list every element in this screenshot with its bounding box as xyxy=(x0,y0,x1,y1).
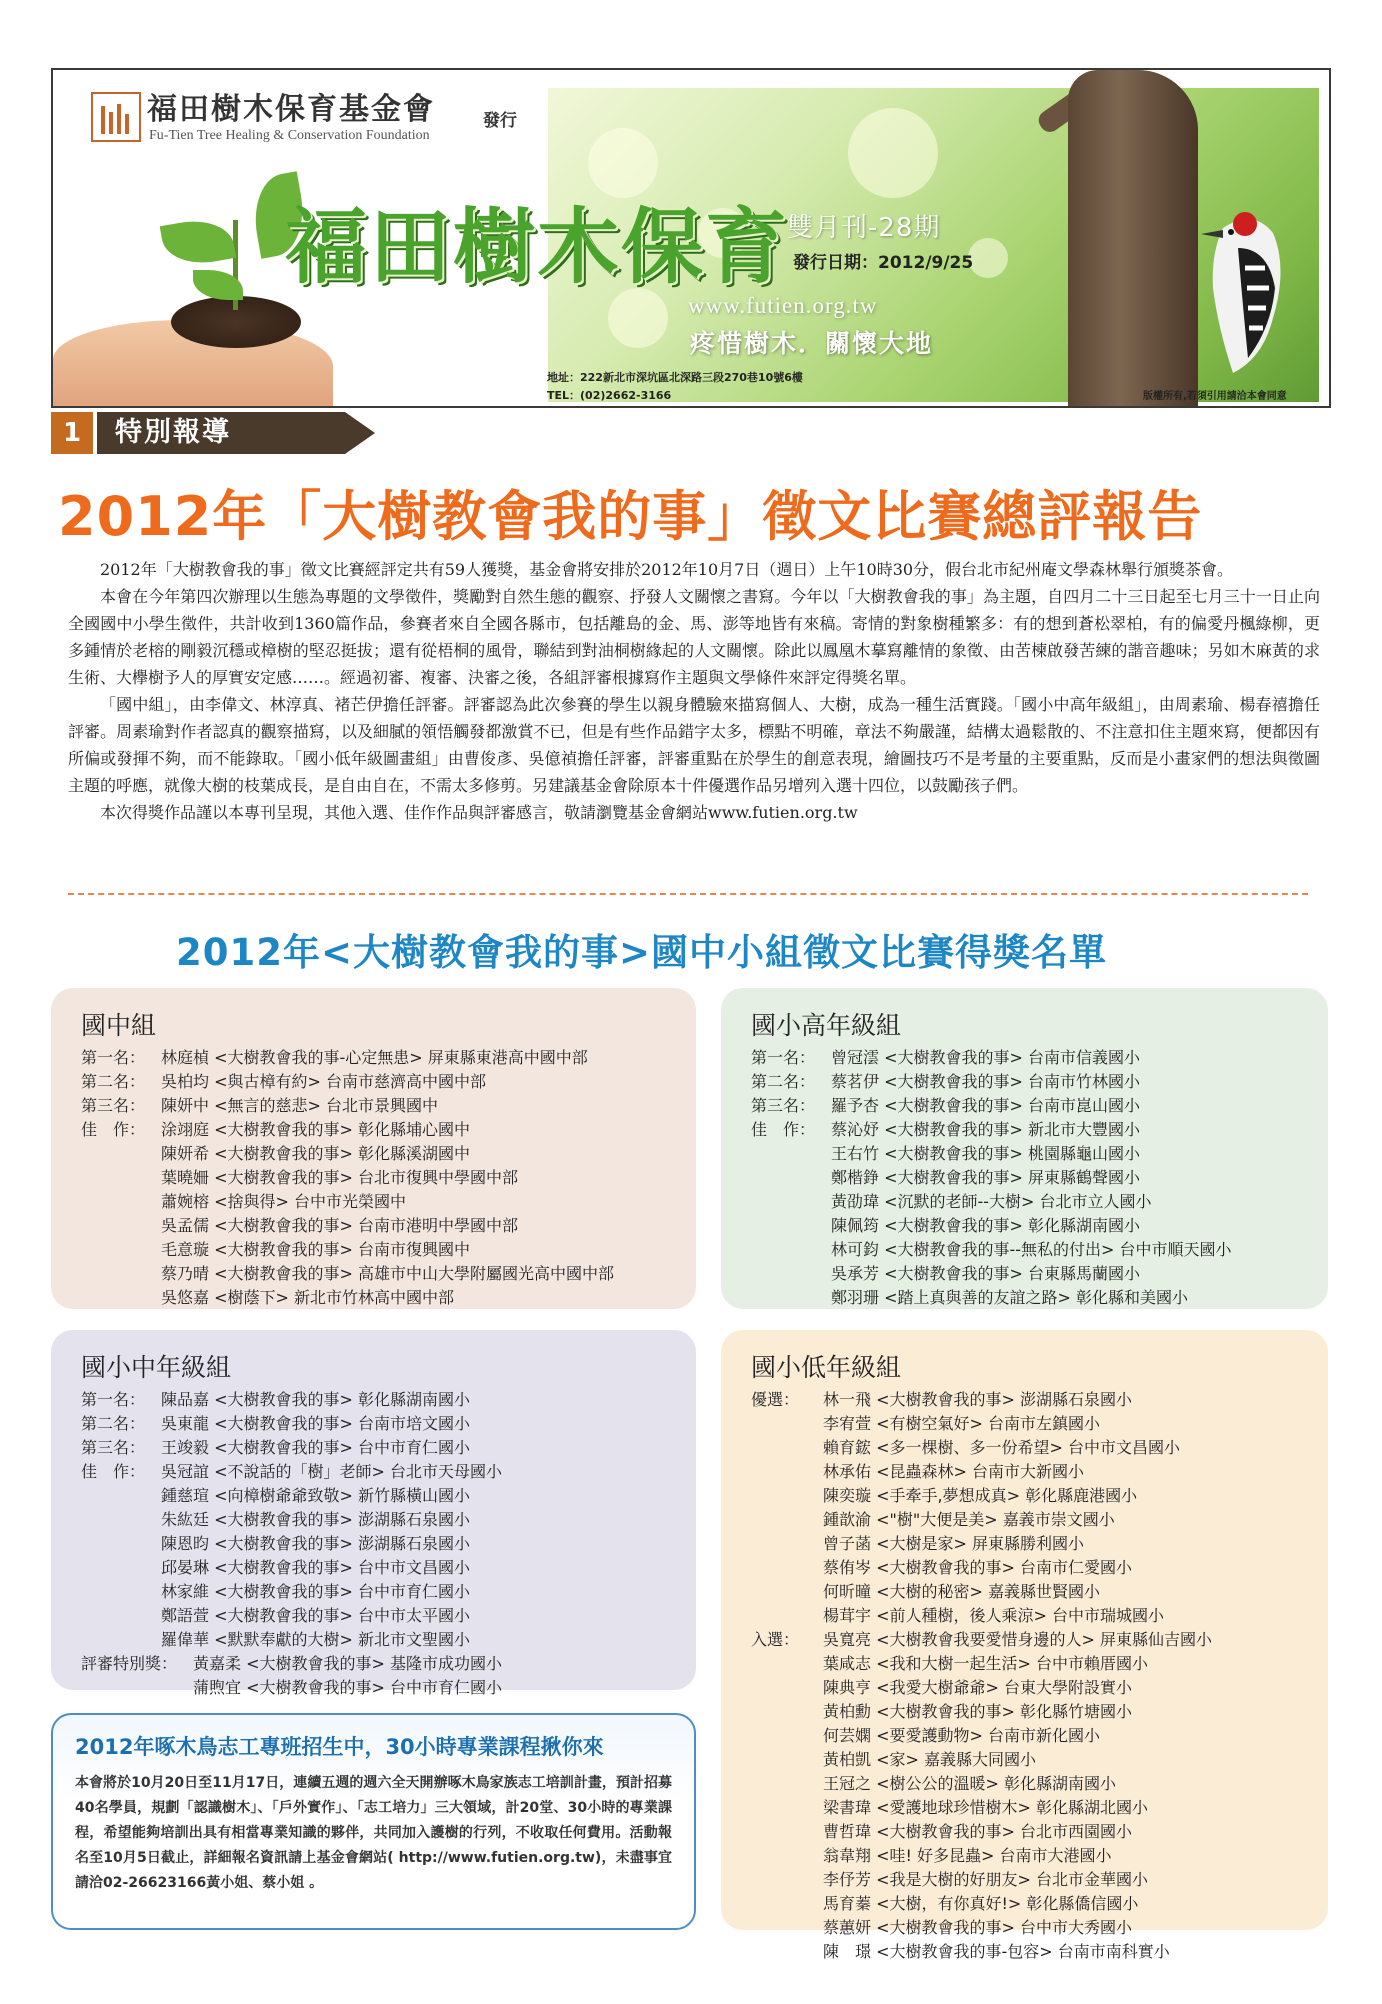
publish-date: 發行日期：2012/9/25 xyxy=(793,253,974,273)
award-row: 佳 作： 涂翊庭 <大樹教會我的事> 彰化縣埔心國中 xyxy=(81,1120,470,1139)
award-row: 第一名： 林庭楨 <大樹教會我的事-心定無患> 屏東縣東港高中國中部 xyxy=(81,1048,588,1067)
award-row: 鄭語萱 <大樹教會我的事> 台中市太平國小 xyxy=(161,1606,470,1625)
award-row: 佳 作： 蔡沁妤 <大樹教會我的事> 新北市大豐國小 xyxy=(751,1120,1140,1139)
award-row: 林承佑 <昆蟲森林> 台南市大新國小 xyxy=(823,1462,1084,1481)
group-title: 國小低年級組 xyxy=(751,1353,902,1382)
organization-name-english: Fu-Tien Tree Healing & Conservation Foundation xyxy=(149,128,430,143)
address: 地址：222新北市深坑區北深路三段270巷10號6樓 xyxy=(547,371,803,384)
award-row: 曹哲瑋 <大樹教會我的事> 台北市西園國小 xyxy=(823,1822,1132,1841)
award-row: 陳典亨 <我愛大樹爺爺> 台東大學附設實小 xyxy=(823,1678,1132,1697)
dashed-divider xyxy=(68,893,1308,895)
award-row: 林可鈞 <大樹教會我的事--無私的付出> 台中市順天國小 xyxy=(831,1240,1232,1259)
elementary-high-awards xyxy=(721,988,1328,1309)
sapling-leaf xyxy=(160,214,237,269)
award-row: 入選： 吳寬亮 <大樹教會我要愛惜身邊的人> 屏東縣仙吉國小 xyxy=(751,1630,1212,1649)
article-paragraph: 「國中組」，由李偉文、林淳真、褚芒伊擔任評審。評審認為此次參賽的學生以親身體驗來描寫個人、大樹，成為一種生活實踐。「國小中高年級組」，由周素瑜、楊春禧擔任評審。周素瑜對作者認真的觀察描寫，以及細膩的領悟觸發都激賞不已，但是有些作品錯字太多，標點不明確，章法不夠嚴謹，結構太過鬆散的、不注意扣住主題來寫，便都因有所偏或發揮不夠，而不能錄取。「國小低年級圖畫組」由曹俊彥、吳億禎擔任評審，評審重點在於學生的創意表現，繪圖技巧不是考量的主要重點，反而是小畫家們的想法與徵圖主題的呼應，就像大樹的枝葉成長，是自由自在，不需太多修剪。另建議基金會除原本十件優選作品另增列入選十四位，以鼓勵孩子們。 xyxy=(68,695,1320,795)
website-url[interactable]: www.futien.org.tw xyxy=(688,293,878,318)
recruitment-title: 2012年啄木鳥志工專班招生中，30小時專業課程揪你來 xyxy=(75,1735,604,1759)
copyright-notice: 版權所有,若須引用請洽本會同意 xyxy=(1143,391,1287,402)
award-row: 鍾慈瑄 <向樟樹爺爺致敬> 新竹縣橫山國小 xyxy=(161,1486,470,1505)
award-row: 陳 璟 <大樹教會我的事-包容> 台南市南科實小 xyxy=(823,1942,1170,1961)
award-row: 葉曉姍 <大樹教會我的事> 台北市復興中學國中部 xyxy=(161,1168,518,1187)
magazine-title: 福田樹木保育 xyxy=(285,200,790,295)
award-row: 第三名： 王竣毅 <大樹教會我的事> 台中市育仁國小 xyxy=(81,1438,470,1457)
section-tag xyxy=(51,412,371,454)
masthead-banner xyxy=(51,68,1331,408)
award-row: 吳承芳 <大樹教會我的事> 台東縣馬蘭國小 xyxy=(831,1264,1140,1283)
award-rows xyxy=(81,1046,666,1310)
award-rows xyxy=(751,1046,1298,1310)
award-row: 王冠之 <樹公公的溫暖> 彰化縣湖南國小 xyxy=(823,1774,1116,1793)
award-row: 林家維 <大樹教會我的事> 台中市育仁國小 xyxy=(161,1582,470,1601)
award-row: 翁韋翔 <哇! 好多昆蟲> 台南市大港國小 xyxy=(823,1846,1112,1865)
article-title: 2012年「大樹教會我的事」徵文比賽總評報告 xyxy=(58,485,1203,548)
award-row: 陳奕璇 <手牽手,夢想成真> 彰化縣鹿港國小 xyxy=(823,1486,1138,1505)
award-row: 曾子菡 <大樹是家> 屏東縣勝利國小 xyxy=(823,1534,1084,1553)
award-row: 陳恩昀 <大樹教會我的事> 澎湖縣石泉國小 xyxy=(161,1534,470,1553)
award-rows xyxy=(751,1388,1298,1964)
award-row: 佳 作： 吳冠誼 <不說話的「樹」老師> 台北市天母國小 xyxy=(81,1462,502,1481)
article-body xyxy=(68,556,1320,826)
award-row: 蒲煦宜 <大樹教會我的事> 台中市育仁國小 xyxy=(193,1678,502,1697)
award-row: 優選： 林一飛 <大樹教會我的事> 澎湖縣石泉國小 xyxy=(751,1390,1132,1409)
section-number: 1 xyxy=(51,412,93,454)
foundation-logo xyxy=(91,92,141,142)
publisher-label: 發行 xyxy=(483,111,517,131)
award-row: 第三名： 羅予杏 <大樹教會我的事> 台南市崑山國小 xyxy=(751,1096,1140,1115)
award-row: 葉咸志 <我和大樹一起生活> 台中市賴厝國小 xyxy=(823,1654,1148,1673)
article-paragraph: 本次得獎作品謹以本專刊呈現，其他入選、佳作作品與評審感言，敬請瀏覽基金會網站www.futien.org.tw xyxy=(100,803,858,822)
woodpecker-illustration xyxy=(1193,208,1303,378)
slogan: 疼惜樹木．關懷大地 xyxy=(690,329,934,358)
award-row: 羅偉華 <默默奉獻的大樹> 新北市文聖國小 xyxy=(161,1630,470,1649)
award-row: 陳妍希 <大樹教會我的事> 彰化縣溪湖國中 xyxy=(161,1144,470,1163)
telephone: TEL：(02)2662-3166 xyxy=(547,389,672,402)
award-rows xyxy=(81,1388,666,1700)
award-row: 何芸嫻 <要愛護動物> 台南市新化國小 xyxy=(823,1726,1100,1745)
award-row: 蔡蕙妍 <大樹教會我的事> 台中市大秀國小 xyxy=(823,1918,1132,1937)
award-row: 第二名： 吳柏均 <與古樟有約> 台南市慈濟高中國中部 xyxy=(81,1072,486,1091)
award-row: 第一名： 曾冠澐 <大樹教會我的事> 台南市信義國小 xyxy=(751,1048,1140,1067)
award-row: 第二名： 蔡茗伊 <大樹教會我的事> 台南市竹林國小 xyxy=(751,1072,1140,1091)
award-row: 朱紘廷 <大樹教會我的事> 澎湖縣石泉國小 xyxy=(161,1510,470,1529)
award-row: 邱晏琳 <大樹教會我的事> 台中市文昌國小 xyxy=(161,1558,470,1577)
group-title: 國中組 xyxy=(81,1011,157,1040)
issue-number: 雙月刊-28期 xyxy=(787,213,941,243)
section-label: 特別報導 xyxy=(97,412,345,454)
award-row: 黃劭瑋 <沉默的老師--大樹> 台北市立人國小 xyxy=(831,1192,1152,1211)
article-paragraph: 2012年「大樹教會我的事」徵文比賽經評定共有59人獲獎，基金會將安排於2012年10月7日（週日）上午10時30分，假台北市紀州庵文學森林舉行頒獎茶會。 xyxy=(100,560,1234,579)
award-row: 第三名： 陳妍中 <無言的慈悲> 台北市景興國中 xyxy=(81,1096,438,1115)
award-row: 鄭楷錚 <大樹教會我的事> 屏東縣鶴聲國小 xyxy=(831,1168,1140,1187)
recruitment-body: 本會將於10月20日至11月17日，連續五週的週六全天開辦啄木鳥家族志工培訓計畫，預計招募40名學員，規劃「認識樹木」、「戶外實作」、「志工培力」三大領域，計20堂、30小時的專業課程，希望能夠培訓出具有相當專業知識的夥伴，共同加入護樹的行列，不收取任何費用。活動報名至10月5日截止，詳細報名資訊請上基金會網站( http://www.futien.org.tw)，未盡事宜請洽02-26623166黃小姐、蔡小姐 。 xyxy=(75,1775,672,1891)
junior-high-awards xyxy=(51,988,696,1309)
award-row: 第二名： 吳東龍 <大樹教會我的事> 台南市培文國小 xyxy=(81,1414,470,1433)
award-row: 毛意璇 <大樹教會我的事> 台南市復興國中 xyxy=(161,1240,470,1259)
award-row: 李宥萱 <有樹空氣好> 台南市左鎮國小 xyxy=(823,1414,1100,1433)
award-row: 賴育鋐 <多一棵樹、多一份希望> 台中市文昌國小 xyxy=(823,1438,1180,1457)
award-row: 馬育蓁 <大樹，有你真好!> 彰化縣僑信國小 xyxy=(823,1894,1139,1913)
award-row: 蕭婉榕 <捨與得> 台中市光榮國中 xyxy=(161,1192,406,1211)
award-row: 黃柏勳 <大樹教會我的事> 彰化縣竹塘國小 xyxy=(823,1702,1132,1721)
award-row: 王右竹 <大樹教會我的事> 桃園縣龜山國小 xyxy=(831,1144,1140,1163)
article-paragraph: 本會在今年第四次辦理以生態為專題的文學徵件，獎勵對自然生態的觀察、抒發人文關懷之書寫。今年以「大樹教會我的事」為主題，自四月二十三日起至七月三十一日止向全國國中小學生徵件，共計收到1360篇作品，參賽者來自全國各縣市，包括離島的金、馬、澎等地皆有來稿。寄情的對象樹種繁多：有的想到蒼松翠柏，有的偏愛丹楓綠柳，更多鍾情於老榕的剛毅沉穩或樟樹的堅忍挺拔；還有從梧桐的風骨，聯結到對油桐樹緣起的人文關懷。除此以鳳凰木摹寫離情的象徵、由苦楝啟發苦練的諧音趣味；另如木麻黃的求生術、大欅樹予人的厚實安定感……。經過初審、複審、決審之後，各組評審根據寫作主題與文學條件來評定得獎名單。 xyxy=(68,587,1320,687)
award-row: 何昕曈 <大樹的秘密> 嘉義縣世賢國小 xyxy=(823,1582,1100,1601)
award-row: 評審特別獎： 黃嘉柔 <大樹教會我的事> 基隆市成功國小 xyxy=(81,1654,502,1673)
volunteer-recruitment-notice xyxy=(51,1713,696,1930)
tree-trunk xyxy=(1068,70,1198,406)
award-row: 蔡乃晴 <大樹教會我的事> 高雄市中山大學附屬國光高中國中部 xyxy=(161,1264,614,1283)
group-title: 國小高年級組 xyxy=(751,1011,902,1040)
award-row: 楊茸宇 <前人種樹，後人乘涼> 台中市瑞城國小 xyxy=(823,1606,1164,1625)
award-row: 黃柏凱 <家> 嘉義縣大同國小 xyxy=(823,1750,1036,1769)
award-list-title: 2012年<大樹教會我的事>國中小組徵文比賽得獎名單 xyxy=(176,931,1107,974)
award-row: 鍾歆渝 <"樹"大便是美> 嘉義市崇文國小 xyxy=(823,1510,1115,1529)
elementary-low-awards xyxy=(721,1330,1328,1961)
group-title: 國小中年級組 xyxy=(81,1353,232,1382)
award-row: 蔡侑岑 <大樹教會我的事> 台南市仁愛國小 xyxy=(823,1558,1132,1577)
elementary-mid-awards xyxy=(51,1330,696,1697)
organization-name: 福田樹木保育基金會 xyxy=(147,92,435,127)
award-row: 第一名： 陳品嘉 <大樹教會我的事> 彰化縣湖南國小 xyxy=(81,1390,470,1409)
section-arrow xyxy=(345,412,375,454)
award-row: 吳孟儒 <大樹教會我的事> 台南市港明中學國中部 xyxy=(161,1216,518,1235)
award-row: 梁書瑋 <愛護地球珍惜樹木> 彰化縣湖北國小 xyxy=(823,1798,1148,1817)
award-row: 陳佩筠 <大樹教會我的事> 彰化縣湖南國小 xyxy=(831,1216,1140,1235)
award-row: 鄭羽珊 <踏上真與善的友誼之路> 彰化縣和美國小 xyxy=(831,1288,1188,1307)
award-row: 吳悠嘉 <樹蔭下> 新北市竹林高中國中部 xyxy=(161,1288,454,1307)
award-row: 李伃芳 <我是大樹的好朋友> 台北市金華國小 xyxy=(823,1870,1148,1889)
